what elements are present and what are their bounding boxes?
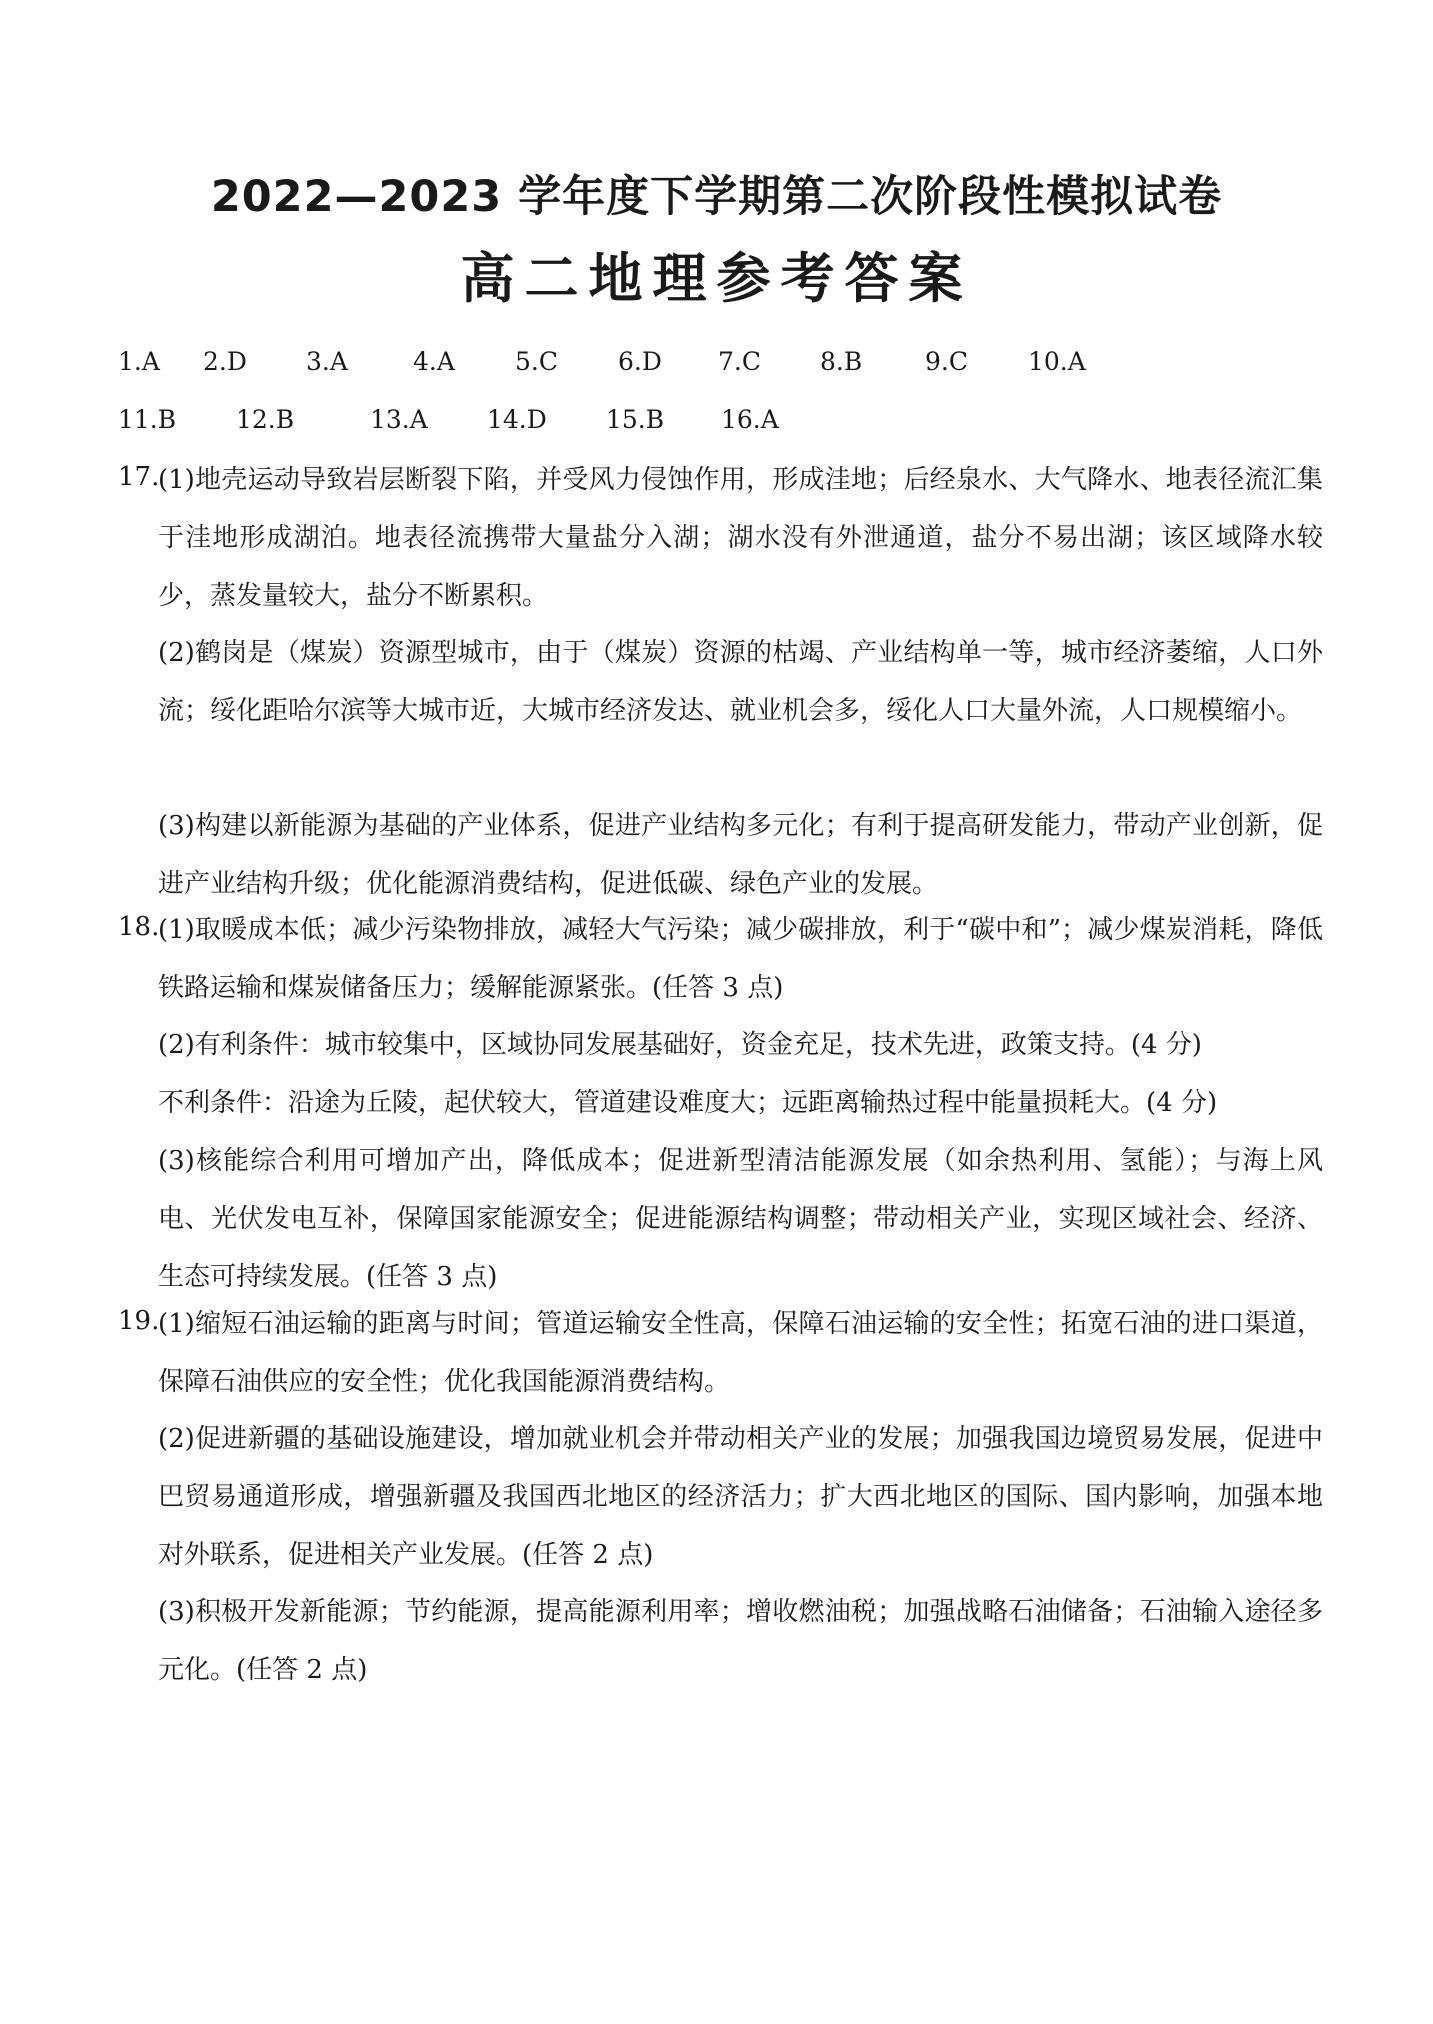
- question-17-part-2: (2)鹤岗是（煤炭）资源型城市，由于（煤炭）资源的枯竭、产业结构单一等，城市经济萎缩，人口外流；绥化距哈尔滨等大城市近，大城市经济发达、就业机会多，绥化人口大量外流，人口规模缩小。: [158, 638, 1323, 726]
- question-18-part-2-favorable: (2)有利条件：城市较集中，区域协同发展基础好，资金充足，技术先进，政策支持。(4 分): [158, 1030, 1202, 1060]
- question-19-part-3: (3)积极开发新能源；节约能源，提高能源利用率；增收燃油税；加强战略石油储备；石油输入途径多元化。(任答 2 点): [158, 1597, 1323, 1685]
- mc-answer: 5.C: [515, 347, 558, 376]
- question-17-part-3: (3)构建以新能源为基础的产业体系，促进产业结构多元化；有利于提高研发能力，带动产业创新，促进产业结构升级；优化能源消费结构，促进低碳、绿色产业的发展。: [158, 811, 1323, 899]
- mc-answer: 10.A: [1028, 347, 1086, 376]
- mc-answer: 6.D: [618, 347, 662, 376]
- mc-answer: 14.D: [487, 405, 547, 434]
- mc-answer: 7.C: [718, 347, 761, 376]
- mc-answer: 1.A: [118, 347, 160, 376]
- question-19-part-2: (2)促进新疆的基础设施建设，增加就业机会并带动相关产业的发展；加强我国边境贸易发展，促进中巴贸易通道形成，增强新疆及我国西北地区的经济活力；扩大西北地区的国际、国内影响，加强本地对外联系，促进相关产业发展。(任答 2 点): [158, 1424, 1323, 1570]
- question-18-part-3: (3)核能综合利用可增加产出，降低成本；促进新型清洁能源发展（如余热利用、氢能）；与海上风电、光伏发电互补，保障国家能源安全；促进能源结构调整；带动相关产业，实现区域社会、经济、生态可持续发展。(任答 3 点): [158, 1146, 1323, 1292]
- mc-answer: 2.D: [203, 347, 247, 376]
- mc-answer: 9.C: [925, 347, 968, 376]
- mc-answer: 13.A: [370, 405, 428, 434]
- question-19-number: 19.: [118, 1306, 160, 1336]
- mc-answer: 12.B: [236, 405, 295, 434]
- exam-title: 2022—2023 学年度下学期第二次阶段性模拟试卷: [210, 172, 1223, 222]
- mc-answer: 4.A: [413, 347, 455, 376]
- question-17-part-1: (1)地壳运动导致岩层断裂下陷，并受风力侵蚀作用，形成洼地；后经泉水、大气降水、地表径流汇集于洼地形成湖泊。地表径流携带大量盐分入湖；湖水没有外泄通道，盐分不易出湖；该区域降水较少，蒸发量较大，盐分不断累积。: [158, 465, 1323, 611]
- mc-answer: 11.B: [118, 405, 177, 434]
- answer-key-title: 高二地理参考答案: [460, 247, 973, 310]
- mc-answer: 16.A: [721, 405, 779, 434]
- question-17-number: 17.: [118, 462, 160, 492]
- mc-answer: 15.B: [606, 405, 665, 434]
- question-19-part-1: (1)缩短石油运输的距离与时间；管道运输安全性高，保障石油运输的安全性；拓宽石油的进口渠道，保障石油供应的安全性；优化我国能源消费结构。: [158, 1309, 1323, 1397]
- question-18-part-2-unfavorable: 不利条件：沿途为丘陵，起伏较大，管道建设难度大；远距离输热过程中能量损耗大。(4 分): [158, 1088, 1218, 1118]
- question-18-part-1: (1)取暖成本低；减少污染物排放，减轻大气污染；减少碳排放，利于“碳中和”；减少煤炭消耗，降低铁路运输和煤炭储备压力；缓解能源紧张。(任答 3 点): [158, 915, 1323, 1003]
- mc-answer: 8.B: [820, 347, 863, 376]
- question-18-number: 18.: [118, 912, 160, 942]
- mc-answer: 3.A: [306, 347, 348, 376]
